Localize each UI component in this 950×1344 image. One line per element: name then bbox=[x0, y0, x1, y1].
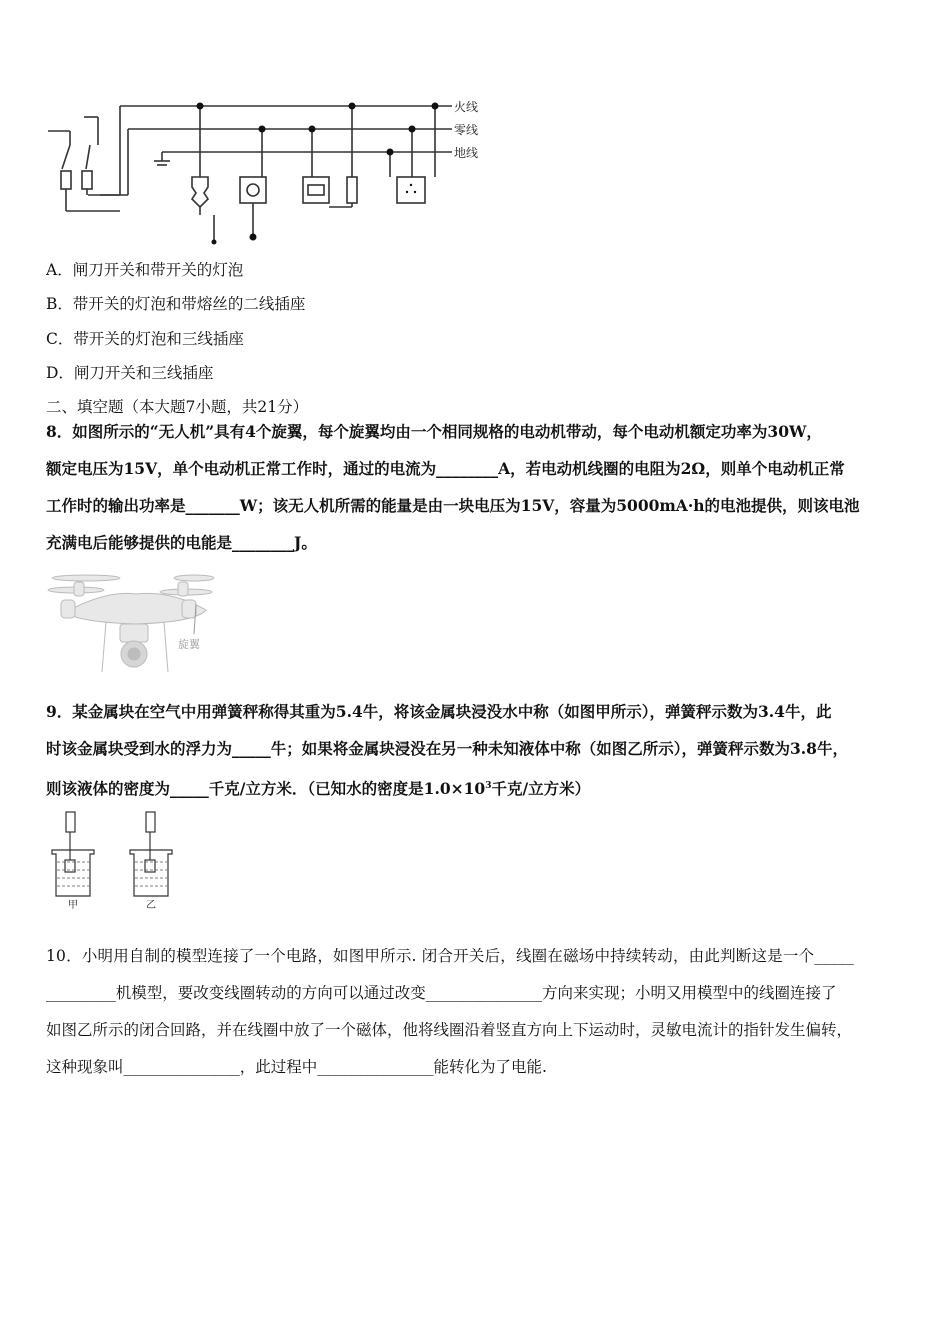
q10-line-4: 这种现象叫_______________，此过程中_______________能转化为了电能. bbox=[46, 1058, 547, 1076]
q9-line-3 bbox=[46, 776, 590, 799]
figure-label-yi: 乙 bbox=[146, 900, 156, 911]
q8-line-1: 8．如图所示的“无人机”具有4个旋翼，每个旋翼均由一个相同规格的电动机带动，每个电动机额定功率为30W， bbox=[46, 422, 822, 441]
q9-line-3-exponent: 3 bbox=[485, 781, 492, 791]
drone-rotor-label: 旋翼 bbox=[178, 638, 200, 651]
option-b: B．带开关的灯泡和带熔丝的二线插座 bbox=[46, 295, 306, 313]
q9-line-1: 9．某金属块在空气中用弹簧秤称得其重为5.4牛，将该金属块浸没水中称（如图甲所示），弹簧秤示数为3.4牛，此 bbox=[46, 702, 832, 721]
option-a: A．闸刀开关和带开关的灯泡 bbox=[46, 261, 244, 279]
label-neutral-wire: 零线 bbox=[454, 123, 479, 137]
circuit-diagram bbox=[40, 95, 520, 245]
option-c: C．带开关的灯泡和三线插座 bbox=[46, 330, 244, 348]
section-title: 二、填空题（本大题7小题，共21分） bbox=[46, 398, 309, 416]
q8-line-2: 额定电压为15V，单个电动机正常工作时，通过的电流为________A，若电动机线圈的电阻为2Ω，则单个电动机正常 bbox=[46, 459, 845, 478]
q10-line-1: 10．小明用自制的模型连接了一个电路，如图甲所示. 闭合开关后，线圈在磁场中持续转动，由此判断这是一个_____ bbox=[46, 947, 855, 965]
spring-balance-figure bbox=[44, 810, 204, 912]
q9-line-3-text: 则该液体的密度为_____千克/立方米．（已知水的密度是1.0×10 bbox=[46, 779, 486, 799]
q9-line-2: 时该金属块受到水的浮力为_____牛；如果将金属块浸没在另一种未知液体中称（如图乙所示），弹簧秤示数为3.8牛， bbox=[46, 739, 848, 758]
q8-line-3: 工作时的输出功率是_______W；该无人机所需的能量是由一块电压为15V，容量为5000mA·h的电池提供，则该电池 bbox=[46, 496, 860, 515]
figure-label-jia: 甲 bbox=[68, 900, 78, 911]
q10-line-2: _________机模型，要改变线圈转动的方向可以通过改变_______________方向来实现；小明又用模型中的线圈连接了 bbox=[46, 984, 837, 1002]
q8-line-4: 充满电后能够提供的电能是________J。 bbox=[46, 533, 317, 552]
option-d: D．闸刀开关和三线插座 bbox=[46, 364, 214, 382]
label-live-wire: 火线 bbox=[454, 100, 479, 114]
drone-figure bbox=[46, 572, 216, 680]
label-ground-wire: 地线 bbox=[454, 146, 479, 160]
q10-line-3: 如图乙所示的闭合回路，并在线圈中放了一个磁体，他将线圈沿着竖直方向上下运动时，灵敏电流计的指针发生偏转， bbox=[46, 1021, 853, 1039]
q9-line-3-unit: 千克/立方米） bbox=[491, 779, 591, 799]
